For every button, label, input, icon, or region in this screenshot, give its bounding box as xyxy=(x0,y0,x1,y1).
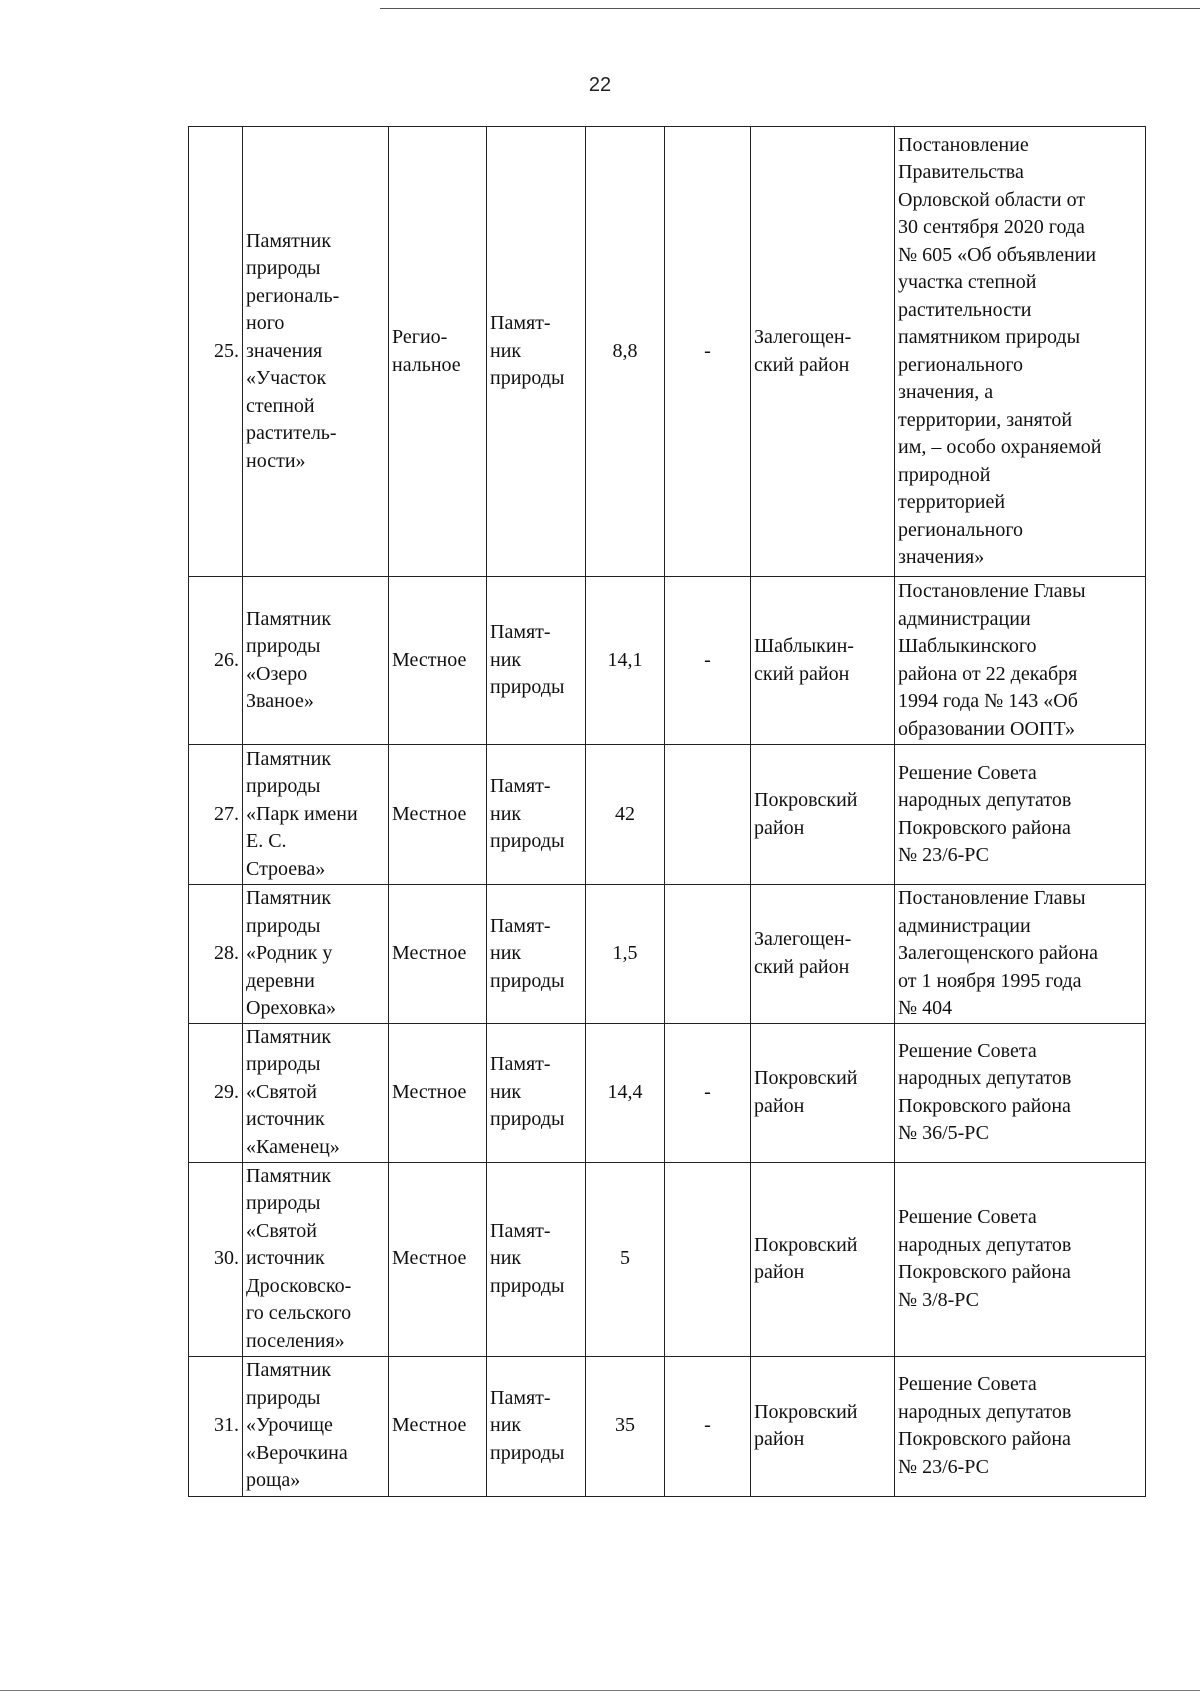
category: Памят- ник природы xyxy=(487,1023,586,1162)
object-name: Памятник природы «Урочище «Верочкина роща» xyxy=(243,1356,389,1496)
table-row xyxy=(189,885,1146,1024)
table-row xyxy=(189,577,1146,745)
category: Памят- ник природы xyxy=(487,127,586,577)
protected-areas-table xyxy=(188,126,1146,1497)
significance: Местное xyxy=(389,577,487,745)
row-number: 25. xyxy=(189,127,243,577)
area: 1,5 xyxy=(586,885,665,1024)
table-row xyxy=(189,1023,1146,1162)
object-name: Памятник природы «Святой источник «Каменец» xyxy=(243,1023,389,1162)
table-row xyxy=(189,127,1146,577)
significance: Местное xyxy=(389,1162,487,1356)
row-number: 31. xyxy=(189,1356,243,1496)
row-number: 29. xyxy=(189,1023,243,1162)
significance: Местное xyxy=(389,1356,487,1496)
area: 5 xyxy=(586,1162,665,1356)
category: Памят- ник природы xyxy=(487,1162,586,1356)
dash-cell: - xyxy=(665,577,751,745)
dash-cell xyxy=(665,885,751,1024)
area: 42 xyxy=(586,745,665,885)
row-number: 28. xyxy=(189,885,243,1024)
dash-cell: - xyxy=(665,127,751,577)
dash-cell: - xyxy=(665,1023,751,1162)
legal-document: Решение Совета народных депутатов Покровского района № 23/6-РС xyxy=(895,745,1146,885)
area: 8,8 xyxy=(586,127,665,577)
district: Покровский район xyxy=(751,1023,895,1162)
significance: Местное xyxy=(389,1023,487,1162)
bottom-scan-rule xyxy=(0,1690,1200,1691)
object-name: Памятник природы «Озеро Званое» xyxy=(243,577,389,745)
category: Памят- ник природы xyxy=(487,1356,586,1496)
district: Шаблыкин- ский район xyxy=(751,577,895,745)
row-number: 30. xyxy=(189,1162,243,1356)
category: Памят- ник природы xyxy=(487,745,586,885)
table-row xyxy=(189,1356,1146,1496)
row-number: 26. xyxy=(189,577,243,745)
page-number: 22 xyxy=(588,74,612,96)
table-row xyxy=(189,745,1146,885)
significance: Местное xyxy=(389,745,487,885)
top-scan-rule xyxy=(380,8,1200,9)
legal-document: Решение Совета народных депутатов Покровского района № 23/6-РС xyxy=(895,1356,1146,1496)
object-name: Памятник природы «Святой источник Дросковско- го сельского поселения» xyxy=(243,1162,389,1356)
legal-document: Постановление Главы администрации Залегощенского района от 1 ноября 1995 года № 404 xyxy=(895,885,1146,1024)
dash-cell: - xyxy=(665,1356,751,1496)
object-name: Памятник природы «Родник у деревни Ореховка» xyxy=(243,885,389,1024)
area: 35 xyxy=(586,1356,665,1496)
category: Памят- ник природы xyxy=(487,885,586,1024)
significance: Регио- нальное xyxy=(389,127,487,577)
dash-cell xyxy=(665,1162,751,1356)
row-number: 27. xyxy=(189,745,243,885)
area: 14,1 xyxy=(586,577,665,745)
legal-document: Решение Совета народных депутатов Покровского района № 36/5-РС xyxy=(895,1023,1146,1162)
legal-document: Решение Совета народных депутатов Покровского района № 3/8-РС xyxy=(895,1162,1146,1356)
district: Покровский район xyxy=(751,745,895,885)
significance: Местное xyxy=(389,885,487,1024)
category: Памят- ник природы xyxy=(487,577,586,745)
district: Залегощен- ский район xyxy=(751,127,895,577)
legal-document: Постановление Главы администрации Шаблыкинского района от 22 декабря 1994 года № 143 «Об образовании ООПТ» xyxy=(895,577,1146,745)
legal-document: Постановление Правительства Орловской области от 30 сентября 2020 года № 605 «Об объявлении участка степной растительности памятником природы регионального значения, а территории, занятой им, – особо охраняемой природной территорией регионального значения» xyxy=(895,127,1146,577)
dash-cell xyxy=(665,745,751,885)
district: Залегощен- ский район xyxy=(751,885,895,1024)
district: Покровский район xyxy=(751,1162,895,1356)
object-name: Памятник природы региональ- ного значения «Участок степной раститель- ности» xyxy=(243,127,389,577)
district: Покровский район xyxy=(751,1356,895,1496)
area: 14,4 xyxy=(586,1023,665,1162)
table-row xyxy=(189,1162,1146,1356)
object-name: Памятник природы «Парк имени Е. С. Строева» xyxy=(243,745,389,885)
